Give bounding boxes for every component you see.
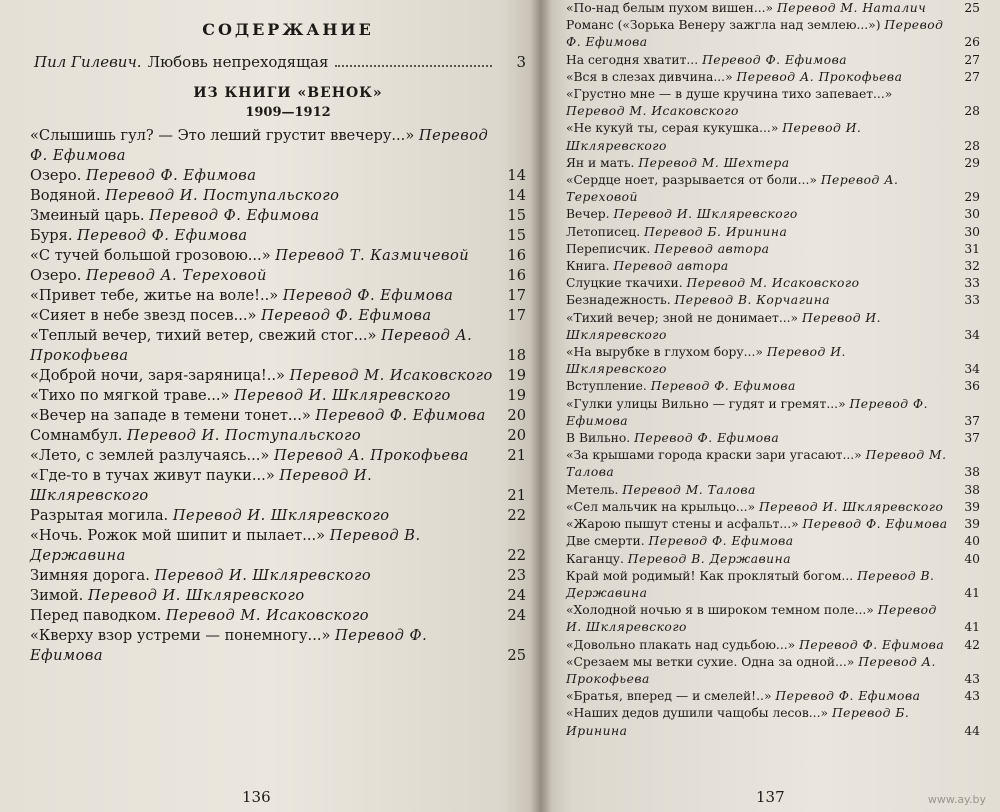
poem-title: «С тучей большой грозовою...» (30, 247, 271, 264)
toc-entry-text (566, 637, 948, 654)
translator: Перевод Ф. Ефимова (648, 534, 794, 549)
translator: Перевод А. Прокофьева (566, 654, 936, 686)
toc-entry-text (566, 602, 948, 636)
toc-entry-text (566, 120, 948, 154)
translator: Перевод И. Шкляревского (566, 310, 882, 342)
poem-title: «Кверху взор устреми — понемногу...» (30, 627, 331, 644)
toc-entry (566, 292, 980, 309)
toc-entry-text (30, 626, 494, 666)
poem-title: Слуцкие ткачихи. (566, 276, 683, 291)
translator: Перевод Ф. Ефимова (802, 517, 948, 532)
page-number: 41 (964, 620, 980, 635)
translator: Перевод М. Исаковского (289, 367, 493, 384)
toc-entry (566, 378, 980, 395)
toc-entry-text (566, 17, 948, 51)
page-number: 40 (964, 551, 980, 566)
toc-entry (30, 566, 526, 586)
toc-entry (566, 69, 980, 86)
translator: Перевод М. Исаковского (165, 607, 370, 624)
translator: Перевод А. Тереховой (85, 267, 267, 284)
translator: Перевод М. Талова (566, 448, 947, 480)
book-gutter (530, 0, 552, 812)
translator: Перевод Б. Иринина (566, 706, 910, 738)
page-number: 21 (507, 487, 526, 504)
translator: Перевод А. Прокофьева (273, 447, 469, 464)
right-toc-list (566, 0, 980, 740)
translator: Перевод И. Шкляревского (154, 567, 372, 584)
poem-title: «По-над белым пухом вишен...» (566, 1, 774, 15)
page-number: 29 (964, 190, 980, 205)
toc-entry-text (566, 516, 948, 533)
poem-title: «Братья, вперед — и смелей!..» (566, 689, 772, 704)
poem-title: «Гулки улицы Вильно — гудят и гремят...» (566, 396, 846, 411)
toc-entry (30, 466, 526, 506)
preface-entry (34, 53, 526, 71)
translator: Перевод И. Шкляревского (566, 603, 937, 635)
toc-entry (566, 344, 980, 378)
poem-title: Ян и мать. (566, 155, 635, 170)
poem-title: «За крышами города краски зари угасают...» (566, 448, 862, 463)
page-number: 24 (507, 587, 526, 604)
preface-author: Пил Гилевич. (34, 53, 142, 71)
toc-entry-text (566, 705, 948, 739)
toc-entry (566, 705, 980, 739)
translator: Перевод Б. Иринина (644, 224, 788, 239)
toc-entry (566, 241, 980, 258)
toc-entry (30, 226, 526, 246)
page-number: 40 (964, 534, 980, 549)
toc-entry-text (566, 688, 948, 705)
poem-title: «На вырубке в глухом бору...» (566, 345, 763, 360)
page-number: 27 (964, 52, 980, 67)
toc-entry-text (566, 551, 948, 568)
translator: Перевод М. Талова (622, 482, 756, 497)
poem-title: Озеро. (30, 267, 82, 284)
translator: Перевод И. Шкляревского (30, 467, 373, 504)
toc-entry-text (566, 654, 948, 688)
toc-entry-text (30, 286, 494, 306)
page-number: 42 (964, 637, 980, 652)
page-number: 37 (964, 413, 980, 428)
poem-title: «Сел мальчик на крыльцо...» (566, 499, 756, 514)
toc-entry-text (30, 366, 494, 386)
translator: Перевод Ф. Ефимова (650, 379, 796, 394)
page-number: 14 (507, 167, 526, 184)
page-number: 21 (507, 447, 526, 464)
translator: Перевод Ф. Ефимова (261, 307, 432, 324)
poem-title: Безнадежность. (566, 293, 671, 308)
poem-title: Зимой. (30, 587, 84, 604)
toc-entry (30, 426, 526, 446)
page-number: 37 (964, 431, 980, 446)
translator: Перевод М. Наталич (777, 1, 927, 15)
toc-entry (566, 430, 980, 447)
poem-title: «Не кукуй ты, серая кукушка...» (566, 121, 779, 136)
toc-entry (566, 396, 980, 430)
page-number: 24 (507, 607, 526, 624)
toc-entry-text (566, 344, 948, 378)
poem-title: Змеиный царь. (30, 207, 145, 224)
toc-entry-text (566, 378, 948, 395)
toc-entry-text (30, 526, 494, 566)
page-number: 15 (507, 207, 526, 224)
poem-title: Зимняя дорога. (30, 567, 150, 584)
translator: Перевод Ф. Ефимова (30, 627, 428, 664)
toc-entry (30, 166, 526, 186)
translator: Перевод И. Поступальского (127, 427, 362, 444)
poem-title: В Вильно. (566, 431, 631, 446)
page-number: 19 (507, 387, 526, 404)
page-number: 25 (964, 1, 980, 15)
toc-entry-text (30, 186, 494, 206)
poem-title: «Тихо по мягкой траве...» (30, 387, 230, 404)
translator: Перевод В. Державина (30, 527, 421, 564)
translator: Перевод И. Шкляревского (759, 499, 944, 514)
poem-title: «Срезаем мы ветки сухие. Одна за одной...» (566, 654, 855, 669)
translator: Перевод И. Шкляревского (566, 345, 846, 377)
poem-title: «Ночь. Рожок мой шипит и пылает...» (30, 527, 326, 544)
toc-entry-text (30, 126, 494, 166)
left-toc-list (30, 126, 526, 666)
toc-entry (566, 447, 980, 481)
toc-entry-text (566, 155, 948, 172)
page-number: 33 (964, 293, 980, 308)
toc-entry-text (566, 86, 948, 120)
translator: Перевод Ф. Ефимова (149, 207, 320, 224)
page-number: 38 (964, 482, 980, 497)
translator: Перевод И. Шкляревского (613, 207, 798, 222)
toc-entry-text (566, 206, 948, 223)
toc-entry (30, 366, 526, 386)
toc-entry-text (566, 0, 948, 17)
page-number: 18 (507, 347, 526, 364)
page-number: 41 (964, 585, 980, 600)
toc-entry-text (566, 568, 948, 602)
translator: Перевод А. Тереховой (566, 173, 899, 205)
right-page (540, 0, 1000, 812)
page-number: 23 (507, 567, 526, 584)
toc-entry (30, 626, 526, 666)
poem-title: На сегодня хватит... (566, 52, 699, 67)
toc-entry-text (30, 166, 494, 186)
poem-title: «Сердце ноет, разрывается от боли...» (566, 173, 817, 188)
page-number: 39 (964, 517, 980, 532)
toc-entry (30, 606, 526, 626)
poem-title: Каганцу. (566, 551, 624, 566)
toc-entry (566, 172, 980, 206)
toc-entry-text (30, 466, 494, 506)
toc-entry-text (566, 292, 948, 309)
translator: Перевод Ф. Ефимова (799, 637, 945, 652)
toc-entry-text (30, 266, 494, 286)
toc-entry (566, 120, 980, 154)
toc-entry-text (566, 447, 948, 481)
page-number-right: 137 (756, 788, 785, 806)
toc-entry (566, 551, 980, 568)
poem-title: Сомнамбул. (30, 427, 123, 444)
toc-entry-text (566, 310, 948, 344)
translator: Перевод И. Поступальского (105, 187, 340, 204)
poem-title: «Где-то в тучах живут пауки...» (30, 467, 275, 484)
toc-entry-text (566, 172, 948, 206)
page-number: 38 (964, 465, 980, 480)
toc-entry (30, 326, 526, 366)
poem-title: Романс («Зорька Венеру зажгла над землею...») (566, 18, 881, 33)
toc-entry (566, 533, 980, 550)
translator: Перевод И. Шкляревского (87, 587, 305, 604)
page-number: 28 (964, 104, 980, 119)
toc-entry-text (30, 326, 494, 366)
translator: Перевод Ф. Ефимова (77, 227, 248, 244)
page-number: 17 (507, 307, 526, 324)
toc-entry-text (30, 566, 494, 586)
page-number: 32 (964, 259, 980, 274)
translator: Перевод В. Державина (627, 551, 792, 566)
toc-entry-text (566, 69, 948, 86)
toc-entry (566, 155, 980, 172)
poem-title: «Холодной ночью я в широком темном поле...» (566, 603, 874, 618)
translator: Перевод Ф. Ефимова (30, 127, 489, 164)
toc-entry-text (566, 396, 948, 430)
translator: Перевод М. Шехтера (638, 155, 790, 170)
toc-entry-text (566, 52, 948, 69)
translator: Перевод Ф. Ефимова (315, 407, 486, 424)
toc-entry-text (566, 258, 948, 275)
translator: Перевод Ф. Ефимова (566, 18, 944, 50)
page-number: 26 (964, 35, 980, 50)
toc-entry (566, 637, 980, 654)
toc-entry (30, 586, 526, 606)
toc-entry-text (566, 275, 948, 292)
toc-entry-text (30, 506, 494, 526)
translator: Перевод Ф. Ефимова (566, 396, 929, 428)
translator: Перевод автора (613, 259, 729, 274)
toc-entry (566, 516, 980, 533)
poem-title: «Слышишь гул? — Это леший грустит ввечеру...» (30, 127, 415, 144)
toc-entry-text (566, 499, 948, 516)
poem-title: «Лето, с землей разлучаясь...» (30, 447, 270, 464)
toc-entry (566, 206, 980, 223)
page-number: 14 (507, 187, 526, 204)
page-number: 17 (507, 287, 526, 304)
page-number: 29 (964, 155, 980, 170)
section-heading: ИЗ КНИГИ «ВЕНОК» (193, 85, 383, 101)
toc-entry (566, 224, 980, 241)
poem-title: Книга. (566, 259, 610, 274)
poem-title: «Теплый вечер, тихий ветер, свежий стог...» (30, 327, 377, 344)
toc-entry (30, 386, 526, 406)
toc-entry (30, 126, 526, 166)
page-number: 34 (964, 362, 980, 377)
preface-title: Любовь непреходящая (147, 53, 329, 71)
toc-entry (566, 258, 980, 275)
toc-entry-text (30, 446, 494, 466)
poem-title: Перед паводком. (30, 607, 162, 624)
poem-title: Буря. (30, 227, 73, 244)
toc-entry (566, 602, 980, 636)
translator: Перевод Ф. Ефимова (282, 287, 454, 304)
page-number: 28 (964, 138, 980, 153)
poem-title: Вступление. (566, 379, 647, 394)
toc-entry (566, 688, 980, 705)
toc-entry-text (30, 586, 494, 606)
page-number-left: 136 (242, 788, 271, 806)
page-number: 43 (964, 671, 980, 686)
page-number: 19 (507, 367, 526, 384)
poem-title: Летописец. (566, 224, 641, 239)
page-number: 25 (507, 647, 526, 664)
toc-entry (566, 568, 980, 602)
toc-entry (30, 246, 526, 266)
translator: Перевод Ф. Ефимова (634, 431, 780, 446)
toc-entry-text (566, 241, 948, 258)
toc-entry-text (30, 246, 494, 266)
poem-title: Вечер. (566, 207, 610, 222)
page-number: 30 (964, 224, 980, 239)
toc-entry (566, 52, 980, 69)
toc-entry (566, 0, 980, 17)
page-number: 30 (964, 207, 980, 222)
toc-entry (30, 186, 526, 206)
toc-entry (566, 17, 980, 51)
poem-title: «Вечер на западе в темени тонет...» (30, 407, 311, 424)
toc-entry-text (566, 533, 948, 550)
page-number: 16 (507, 267, 526, 284)
page-number: 39 (964, 499, 980, 514)
preface-page-number: 3 (516, 53, 526, 71)
poem-title: «Довольно плакать над судьбою...» (566, 637, 796, 652)
poem-title: «Жарою пышут стены и асфальт...» (566, 517, 799, 532)
leader-dots (335, 65, 493, 67)
translator: Перевод А. Прокофьева (30, 327, 473, 364)
translator: Перевод Ф. Ефимова (702, 52, 848, 67)
toc-entry-text (30, 606, 494, 626)
translator: Перевод И. Шкляревского (566, 121, 862, 153)
page-number: 27 (964, 69, 980, 84)
poem-title: Метель. (566, 482, 619, 497)
toc-entry (566, 499, 980, 516)
page-number: 15 (507, 227, 526, 244)
page-number: 20 (507, 427, 526, 444)
translator: Перевод А. Прокофьева (736, 69, 903, 84)
toc-entry-text (30, 426, 494, 446)
translator: Перевод В. Корчагина (674, 293, 831, 308)
page-number: 22 (507, 547, 526, 564)
toc-entry-text (566, 224, 948, 241)
toc-entry (566, 275, 980, 292)
poem-title: «Вся в слезах дивчина...» (566, 69, 733, 84)
poem-title: Озеро. (30, 167, 82, 184)
poem-title: «Тихий вечер; зной не донимает...» (566, 310, 799, 325)
poem-title: Переписчик. (566, 241, 651, 256)
toc-entry-text (30, 206, 494, 226)
toc-entry (30, 506, 526, 526)
page-number: 20 (507, 407, 526, 424)
translator: Перевод В. Державина (566, 568, 935, 600)
page-number: 22 (507, 507, 526, 524)
poem-title: «Наших дедов душили чащобы лесов...» (566, 706, 829, 721)
poem-title: «Грустно мне — в душе кручина тихо запевает...» (566, 87, 893, 102)
toc-entry (566, 482, 980, 499)
section-years: 1909—1912 (245, 105, 331, 120)
toc-entry-text (30, 386, 494, 406)
translator: Перевод И. Шкляревского (234, 387, 451, 404)
translator: Перевод М. Исаковского (686, 276, 860, 291)
toc-entry (566, 86, 980, 120)
poem-title: Разрытая могила. (30, 507, 169, 524)
page-number: 16 (507, 247, 526, 264)
toc-entry-text (566, 482, 948, 499)
translator: Перевод И. Шкляревского (172, 507, 390, 524)
toc-entry (30, 286, 526, 306)
poem-title: «Сияет в небе звезд посев...» (30, 307, 257, 324)
toc-entry (30, 526, 526, 566)
toc-entry-text (30, 306, 494, 326)
page-number: 44 (964, 723, 980, 738)
translator: Перевод Т. Казмичевой (275, 247, 470, 264)
toc-entry (30, 446, 526, 466)
page-number: 36 (964, 379, 980, 394)
translator: Перевод автора (654, 241, 770, 256)
poem-title: «Доброй ночи, заря-заряница!..» (30, 367, 285, 384)
poem-title: «Привет тебе, житье на воле!..» (30, 287, 279, 304)
toc-entry (566, 654, 980, 688)
translator: Перевод Ф. Ефимова (85, 167, 257, 184)
translator: Перевод М. Исаковского (566, 104, 739, 119)
page-number: 34 (964, 327, 980, 342)
poem-title: Край мой родимый! Как проклятый богом... (566, 568, 854, 583)
poem-title: Водяной. (30, 187, 101, 204)
poem-title: Две смерти. (566, 534, 645, 549)
toc-entry-text (566, 430, 948, 447)
toc-entry (30, 306, 526, 326)
page-number: 43 (964, 689, 980, 704)
page-number: 31 (964, 241, 980, 256)
toc-entry (30, 406, 526, 426)
translator: Перевод Ф. Ефимова (775, 689, 921, 704)
toc-entry (30, 266, 526, 286)
toc-title: СОДЕРЖАНИЕ (202, 20, 374, 39)
toc-entry-text (30, 406, 494, 426)
watermark: www.ay.by (927, 793, 986, 806)
toc-entry (30, 206, 526, 226)
toc-entry (566, 310, 980, 344)
toc-entry-text (30, 226, 494, 246)
page-number: 33 (964, 276, 980, 291)
